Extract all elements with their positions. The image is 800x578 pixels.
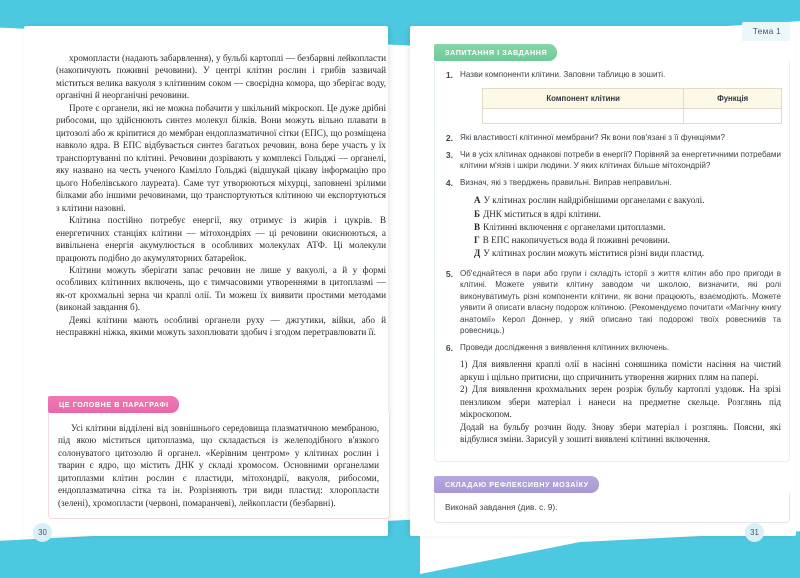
questions-panel [434, 44, 790, 462]
question-number: 4. [445, 177, 453, 188]
statement-letter: Д [474, 248, 481, 259]
page-number-right: 31 [745, 523, 764, 542]
statement-item [474, 208, 781, 221]
question-body [460, 132, 781, 144]
statement-text: В ЕПС накопичується вода й поживні речовини. [482, 235, 670, 246]
statement-item [474, 247, 781, 260]
paragraph-1: хромопласти (надають забарвлення), у бульбі картоплі — безбарвні лейкопласти (накопичують поживні речовини). У центрі клітин рослин і грибів зазвичай міститься велика вакуоля з клітинним соком — своєрідна комора, що зберігає воду, органічні й неорганічні речовини. [56, 53, 386, 101]
question-text: Які властивості клітинної мембрани? Як вони пов'язані з її функціями? [460, 132, 725, 142]
statement-item [474, 194, 781, 207]
statement-item [474, 221, 781, 234]
question-body [460, 149, 781, 172]
question-text: Проведи дослідження з виявлення клітинних включень. [460, 342, 670, 352]
question-item [443, 268, 781, 337]
experiment-step: 2) Для виявлення крохмальних зерен розріж бульбу картоплі уздовж. На зрізі пензликом збери матеріал і нанеси на предметне скельце. Розглянь під мікроскопом. [460, 384, 781, 420]
table-cell-function[interactable] [684, 108, 782, 123]
table-row [483, 108, 782, 123]
question-number: 3. [445, 149, 453, 160]
paragraph-5: Деякі клітини мають особливі органели руху — джгутики, війки, або й несправжні ніжка, якими можуть захоплювати здобич і згодом перетравлювати її. [56, 314, 386, 338]
questions-panel-body [434, 61, 790, 462]
question-text: Назви компоненти клітини. Заповни таблицю в зошиті. [460, 70, 666, 79]
statement-text: ДНК міститься в ядрі клітини. [483, 208, 601, 219]
question-item [443, 177, 781, 263]
table-col-component: Компонент клітини [483, 88, 684, 108]
left-body-text [56, 52, 386, 339]
experiment-step: 1) Для виявлення краплі олії в насінні соняшника помісти насіння на чистий аркуш і щільно притисни, що спричинить утворення жирних плям на папері. [460, 359, 781, 382]
reflection-text: Виконай завдання (див. с. 9). [445, 501, 558, 512]
summary-panel [48, 396, 390, 519]
question-item [443, 132, 781, 144]
statement-letter: В [474, 221, 481, 232]
summary-text-wrap [58, 422, 379, 509]
table-col-function: Функція [684, 88, 782, 108]
questions-list [443, 69, 781, 446]
paragraph-3: Клітина постійно потребує енергії, яку отримує із жирів і цукрів. В енергетичних станціях клітини — мітохондріях — ці речовини окиснюються, а вивільнена енергія акумулюється в особливих молекулах АТФ. Ці молекули працюють подібно до акумуляторних батарейок. [56, 215, 386, 263]
statement-item [474, 234, 781, 247]
statement-list [474, 194, 781, 260]
statement-letter: Г [474, 235, 480, 246]
summary-panel-body [48, 413, 390, 519]
statement-text: Клітинні включення є органелами цитоплазми. [483, 221, 666, 232]
question-body [460, 268, 781, 337]
reflection-panel-body [434, 493, 790, 523]
experiment-list [460, 358, 781, 445]
question-body [460, 69, 782, 127]
statement-letter: Б [474, 208, 481, 219]
question-number: 6. [445, 342, 453, 353]
question-item [443, 69, 781, 127]
question-body [460, 177, 781, 263]
question-text: Чи в усіх клітинах однакові потреби в енергії? Порівняй за енергетичними потребами клітини м'язів і шкіри людини. У яких клітинах більше мітохондрій? [460, 149, 781, 171]
summary-text: Усі клітини відділені від зовнішнього середовища плазматичною мембраною, під якою міститься цитоплазма, що складається із желеподібного в'язкого солонуватого цитозолю й органел. «Керівним центром» у клітинах рослин і тварин є ядро, що містить ДНК у складі хромосом. Основними органелами цитоплазми клітин рослин є пластиди, мітохондрії, вакуоля, рибосоми, ендоплазматична сітка та ін. Розрізняють три види пластид: хлоропласти (зелені), хромопласти (червоні, помаранчеві), лейкопласти (безбарвні). [58, 423, 379, 508]
statement-letter: А [474, 195, 481, 206]
page-number-left: 30 [33, 523, 52, 542]
question-item [443, 342, 781, 446]
question-number: 5. [445, 268, 453, 279]
question-text: Визнач, які з тверджень правильні. Виправ неправильні. [460, 177, 672, 187]
table-header-row [483, 88, 782, 108]
statement-text: У клітинах рослин можуть міститися різні види пластид. [483, 248, 705, 259]
question-item [443, 149, 781, 172]
topic-tab: Тема 1 [742, 22, 790, 41]
reflection-panel [434, 476, 790, 523]
experiment-step: Додай на бульбу розчин йоду. Знову збери матеріал і розглянь. Поясни, які відбулися зміни. Зарисуй у зошиті виявлені клітинні включення. [460, 421, 781, 445]
question-text: Об'єднайтеся в пари або групи і складіть історії з життя клітин або про пригоди в клітині. Можете уявити клітину заводом чи школою, визначити, які ролі виконуватимуть різні компоненти клітини, як вони працюють, взаємодіють. Можете уявити й описати власну подорож клітиною. (Рекомендуємо почитати «Магічну книгу анатомії» Керол Доннер, у якій описано такі подорожі твоїх ровесників та ровесниць.) [460, 268, 781, 336]
question-number: 1. [445, 70, 453, 80]
question-number: 2. [445, 132, 453, 143]
component-function-table [482, 88, 782, 124]
summary-section-header: ЦЕ ГОЛОВНЕ В ПАРАГРАФІ [48, 396, 179, 413]
table-cell-component[interactable] [483, 108, 684, 123]
paragraph-4: Клітини можуть зберігати запас речовин не лише у вакуолі, а й у формі особливих клітинних включень, що є тимчасовими утвореннями в цитоплазмі — як-от крохмальні зерна чи краплі олії. Ти можеш їх виявити простими методами (виконай завдання б). [56, 264, 386, 313]
questions-section-header: ЗАПИТАННЯ І ЗАВДАННЯ [434, 44, 557, 61]
reflection-section-header: СКЛАДАЮ РЕФЛЕКСИВНУ МОЗАЇКУ [434, 476, 599, 493]
statement-text: У клітинах рослин найдрібнішими органелами є вакуолі. [483, 195, 705, 206]
left-page-content [56, 52, 386, 339]
right-page-content [434, 44, 790, 523]
question-body [460, 342, 781, 446]
paragraph-2: Проте є органели, які не можна побачити у шкільний мікроскоп. Це дуже дрібні рибосоми, що здійснюють синтез молекул білків. Вони можуть вільно плавати в цитозолі або ж кріпитися до мембран ендоплазматичної сітки (ЕПС), що розміщена навколо ядра. В ЕПС відбувається синтез багатьох речовин, вона бере участь у їх транспортуванні по клітині. Речовини дозрівають у комплексі Гольджі — органелі, яку названо на честь ученого Камілло Гольджі (відшукай цікаву інформацію про цього Нобелівського лауреата). Саме тут утворюються міхурці, заповнені зрілими білками або іншими речовинами, що транспортуються клітиною чи експортуються з клітини назовні. [56, 102, 386, 213]
